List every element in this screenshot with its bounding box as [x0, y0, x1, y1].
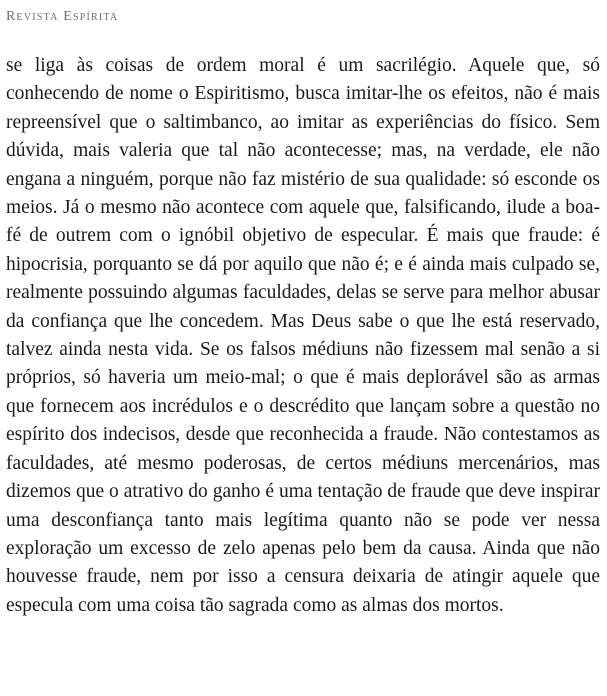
body-paragraph: se liga às coisas de ordem moral é um sacrilégio. Aquele que, só conhecendo de nome o Espiritismo, busca imitar-lhe os efeitos, não é mais repreensível que o saltimbanco, ao imitar as experiências do físico. Sem dúvida, mais valeria que tal não acontecesse; mas, na verdade, ele não engana a ninguém, porque não faz mistério de sua qualidade: só esconde os meios. Já o mesmo não acontece com aquele que, falsificando, ilude a boa-fé de outrem com o ignóbil objetivo de especular. É mais que fraude: é hipocrisia, porquanto se dá por aquilo que não é; e é ainda mais culpado se, realmente possuindo algumas faculdades, delas se serve para melhor abusar da confiança que lhe concedem. Mas Deus sabe o que lhe está reservado, talvez ainda nesta vida. Se os falsos médiuns não fizessem mal senão a si próprios, só haveria um meio-mal; o que é mais deplorável são as armas que fornecem aos incrédulos e o descrédito que lançam sobre a questão no espírito dos indecisos, desde que reconhecida a fraude. Não contestamos as faculdades, até mesmo poderosas, de certos médiuns mercenários, mas dizemos que o atrativo do ganho é uma tentação de fraude que deve inspirar uma desconfiança tanto mais legítima quanto não se pode ver nessa exploração um excesso de zelo apenas pelo bem da causa. Ainda que não houvesse fraude, nem por isso a censura deixaria de atingir aquele que especula com uma coisa tão sagrada como as almas dos mortos.: [6, 55, 600, 616]
running-header: Revista Espírita: [6, 9, 119, 24]
